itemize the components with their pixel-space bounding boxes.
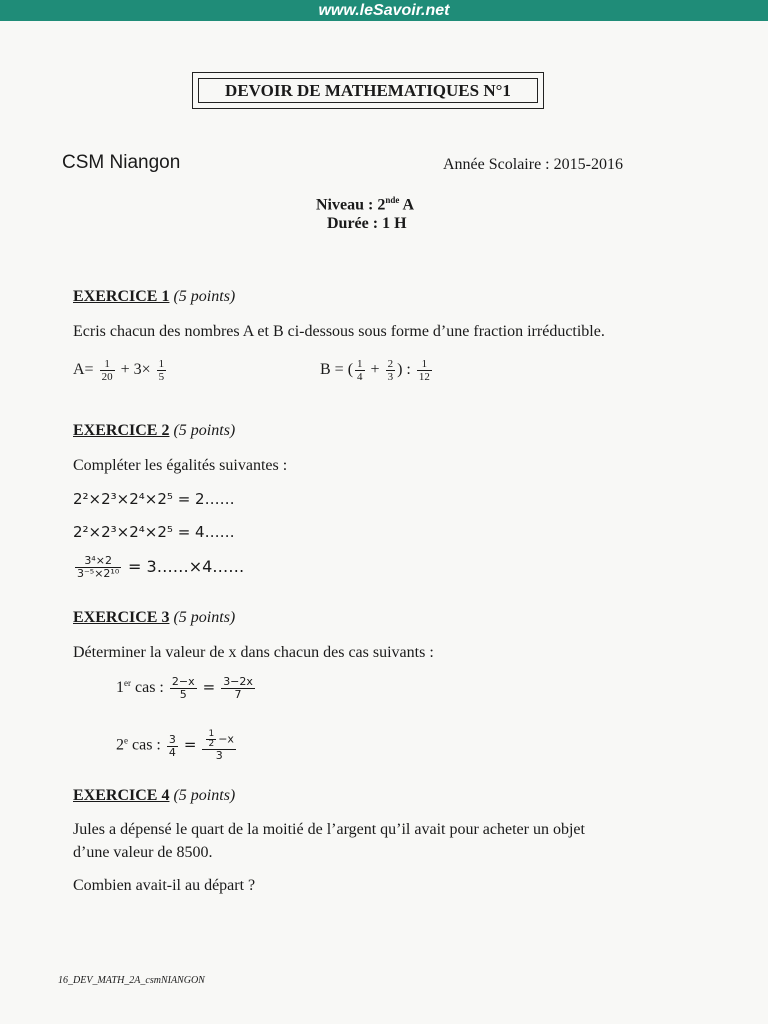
frac-num: 1 (104, 358, 110, 370)
niveau-sup: nde (385, 195, 400, 205)
case1-frac-1 (170, 676, 197, 701)
ex4-points: (5 points) (173, 787, 236, 804)
frac-den: 5 (170, 688, 197, 701)
frac-num: 1 (421, 358, 428, 370)
inner-frac (206, 730, 216, 749)
frac-den: 3 (387, 371, 394, 383)
ex2-points: (5 points) (173, 422, 236, 439)
frac-den: 12 (418, 371, 430, 383)
frac-num: 1 (158, 358, 165, 370)
ex3-case-1 (116, 676, 257, 701)
case2-label: 2 (116, 736, 124, 754)
ex4-text-1: Jules a dépensé le quart de la moitié de l’argent qu’il avait pour acheter un objet (73, 821, 585, 838)
case2-eq: = (183, 735, 197, 754)
ex1-points: (5 points) (173, 288, 236, 305)
ex4-title: EXERCICE 4 (73, 787, 170, 804)
ex1-formula-b (320, 358, 434, 383)
ex4-heading (73, 787, 235, 805)
b-prefix: B = ( (320, 361, 354, 379)
niveau-suffix: A (399, 196, 415, 214)
ex4-question: Combien avait-il au départ ? (73, 877, 256, 894)
inner-rest: −x (218, 732, 234, 746)
school-name: CSM Niangon (62, 152, 181, 173)
frac-den: 3 (202, 749, 235, 762)
frac-num (202, 730, 235, 749)
ex2-line-1: 2²×2³×2⁴×2⁵ = 2…… (73, 490, 235, 508)
ex1-title: EXERCICE 1 (73, 288, 170, 305)
case2-cas: cas : (128, 736, 161, 754)
frac-num: 2 (387, 358, 394, 370)
ex2-title: EXERCICE 2 (73, 422, 170, 439)
ex3-points: (5 points) (173, 609, 236, 626)
footer-ref: 16_DEV_MATH_2A_csmNIANGON (58, 975, 205, 986)
case2-sup: e (124, 735, 128, 746)
niveau-label: Niveau : 2 (316, 196, 386, 214)
b-frac-2 (386, 358, 396, 383)
ex3-case-2 (116, 730, 238, 762)
site-banner[interactable]: www.leSavoir.net (0, 0, 768, 21)
ex2-frac (75, 555, 121, 580)
ex1-text: Ecris chacun des nombres A et B ci-dessous sous forme d’une fraction irréductible. (73, 323, 605, 340)
a-mid: + 3× (120, 361, 151, 379)
frac-num: 1 (208, 729, 215, 739)
ex3-text: Déterminer la valeur de x dans chacun des cas suivants : (73, 644, 434, 661)
frac-num: 3−2x (223, 675, 253, 688)
case1-cas: cas : (131, 679, 164, 697)
frac-den: 4 (357, 371, 363, 383)
frac-den: 2 (208, 739, 215, 749)
frac-num: 1 (357, 358, 363, 370)
school-year: Année Scolaire : 2015-2016 (443, 156, 623, 173)
case1-frac-2 (221, 676, 255, 701)
page-title: DEVOIR DE MATHEMATIQUES N°1 (198, 78, 538, 103)
frac-den: 5 (158, 371, 165, 383)
a-frac-2 (157, 358, 167, 383)
frac-num: 3 (168, 732, 176, 746)
ex2-text: Compléter les égalités suivantes : (73, 457, 288, 474)
duree: Durée : 1 H (327, 215, 407, 232)
ex3-title: EXERCICE 3 (73, 609, 170, 626)
ex3-heading (73, 609, 235, 627)
case1-label: 1 (116, 679, 124, 697)
niveau (316, 195, 414, 214)
frac-num: 2−x (171, 675, 195, 688)
b-frac-1 (355, 358, 365, 383)
ex2-line-3 (73, 555, 244, 580)
frac-den: 20 (101, 371, 113, 383)
ex1-formula-a (73, 358, 168, 383)
case2-frac-2 (202, 730, 235, 762)
a-frac-1 (100, 358, 115, 383)
frac-den: 4 (168, 745, 176, 759)
ex4-text-2: d’une valeur de 8500. (73, 844, 213, 861)
frac-den: 3⁻⁵×2¹⁰ (77, 567, 120, 580)
case1-eq: = (202, 678, 216, 697)
frac-den: 7 (221, 688, 255, 701)
frac-num: 3⁴×2 (84, 554, 112, 567)
ex2-line-2: 2²×2³×2⁴×2⁵ = 4…… (73, 523, 235, 541)
b-close: ) : (397, 361, 411, 379)
b-plus: + (370, 361, 380, 379)
case2-frac-1 (167, 734, 178, 759)
b-frac-3 (417, 358, 432, 383)
ex1-heading (73, 288, 235, 306)
case1-sup: er (124, 677, 131, 688)
a-prefix: A= (73, 361, 94, 379)
ex2-frac-rhs: = 3……×4…… (128, 557, 245, 576)
ex2-heading (73, 422, 235, 440)
title-box (192, 72, 544, 109)
